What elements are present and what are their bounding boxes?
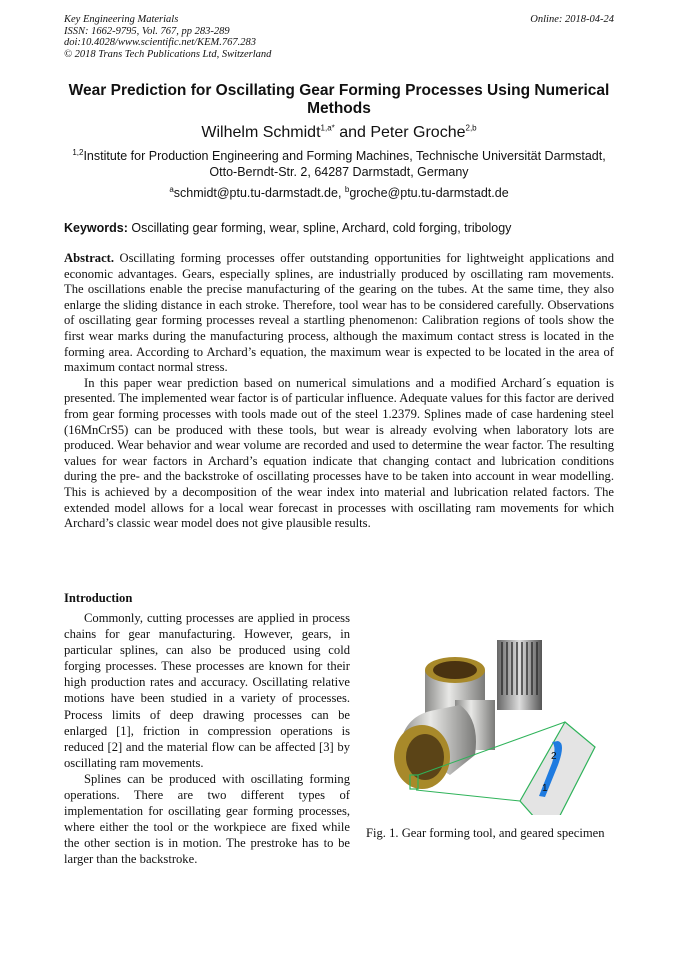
label-2: 2 xyxy=(551,751,557,762)
abstract-text-1: Oscillating forming processes offer outstanding opportunities for lightweight applications and economic advantages. Gears, especially splines, are industrially produced by oscillating ram movements. The oscillations enable the precise manufacturing of the gearing on the tubes. At the same time, they also enlarge the sliding distance in each stroke. Therefore, tool wear has to be considered carefully. Observations of oscillating gear forming processes reveal a startling phenomenon: Calibration regions of tools show the first wear marks during the manufacturing process, although the maximum contact stress is located in the forming area. According to Archard’s equation, the maximum wear is expected to be located in the area of maximum contact normal stress. xyxy=(64,251,614,375)
email-b-sup: b xyxy=(344,184,350,194)
paper-title: Wear Prediction for Oscillating Gear Forming Processes Using Numerical Methods xyxy=(68,82,610,117)
email-a[interactable]: schmidt@ptu.tu-darmstadt.de, xyxy=(173,186,345,200)
emails xyxy=(64,186,614,200)
abstract xyxy=(64,251,614,532)
email-a-sup: a xyxy=(169,184,174,194)
authors-and: and xyxy=(334,124,371,141)
issn: ISSN: 1662-9795, Vol. 767, pp 283-289 xyxy=(64,25,230,37)
abstract-p1 xyxy=(64,251,614,376)
affiliation-sup: 1,2 xyxy=(72,147,84,157)
author-1: Wilhelm Schmidt xyxy=(201,124,321,141)
introduction-body xyxy=(64,610,350,868)
keywords xyxy=(64,221,511,235)
journal-header xyxy=(64,14,271,60)
journal-name: Key Engineering Materials xyxy=(64,14,179,25)
section-heading: Introduction xyxy=(64,591,133,605)
abstract-p2: In this paper wear prediction based on numerical simulations and a modified Archard´s equation is presented. The implemented wear factor is of particular influence. Adequate values for this factor are derived from gear forming processes with tools made out of the steel 1.2379. Splines made of case hardening steel (16MnCrS5) can be produced with these tools, but wear is already evolving when laboratory lots are produced. Wear behavior and wear volume are recorded and used to determine the wear factor. The resulting values for wear factors in Archard’s equation indicate that changing contact and lubrication conditions during the pre- and the backstroke of oscillating processes have to be taken into account in wear modelling. This is achieved by a decomposition of the wear index into material and lubrication related factors. The extended model allows for a local wear forecast in processes with oscillating ram movements for which Archard’s classic wear model does not give plausible results. xyxy=(64,375,614,531)
intro-p1: Commonly, cutting processes are applied in process chains for gear manufacturing. However, gears, in particular splines, can also be produced using cold forging processes. These processes are known for their high production rates and accuracy. Oscillating relative motions have been studied in a variety of processes. Process limits of deep drawing processes can be enlarged [1], friction in compression operations is reduced [2] and the material flow can be affected [3] by oscillating ram movements. xyxy=(64,611,350,770)
abstract-label: Abstract. xyxy=(64,251,115,265)
author-1-sup: 1,a* xyxy=(320,123,335,133)
copyright: © 2018 Trans Tech Publications Ltd, Switzerland xyxy=(64,48,272,60)
figure-gear-tool xyxy=(380,625,615,815)
keywords-text: Oscillating gear forming, wear, spline, Archard, cold forging, tribology xyxy=(127,221,512,235)
figure-caption: Fig. 1. Gear forming tool, and geared specimen xyxy=(366,826,605,840)
affiliation xyxy=(64,148,614,180)
author-2: Peter Groche xyxy=(370,124,466,141)
email-b[interactable]: groche@ptu.tu-darmstadt.de xyxy=(349,186,509,200)
author-2-sup: 2,b xyxy=(465,123,477,133)
authors xyxy=(64,124,614,142)
gear-specimen-front xyxy=(394,705,476,789)
detail-view xyxy=(520,722,595,815)
label-1: 1 xyxy=(542,783,548,794)
intro-p2: Splines can be produced with oscillating forming operations. There are two different types of implementation for oscillating gear forming processes, where either the tool or the workpiece are fixed while the other section is in motion. The prestroke has to be larger than the backstroke. xyxy=(64,771,350,867)
affiliation-text: Institute for Production Engineering and Forming Machines, Technische Universität Darmstadt, Otto-Berndt-Str. 2, 64287 Darmstadt, Germany xyxy=(83,149,606,179)
doi: doi:10.4028/www.scientific.net/KEM.767.283 xyxy=(64,37,256,48)
online-date: Online: 2018-04-24 xyxy=(530,14,614,25)
spline-shaft xyxy=(497,640,542,710)
keywords-label: Keywords: xyxy=(64,221,128,235)
